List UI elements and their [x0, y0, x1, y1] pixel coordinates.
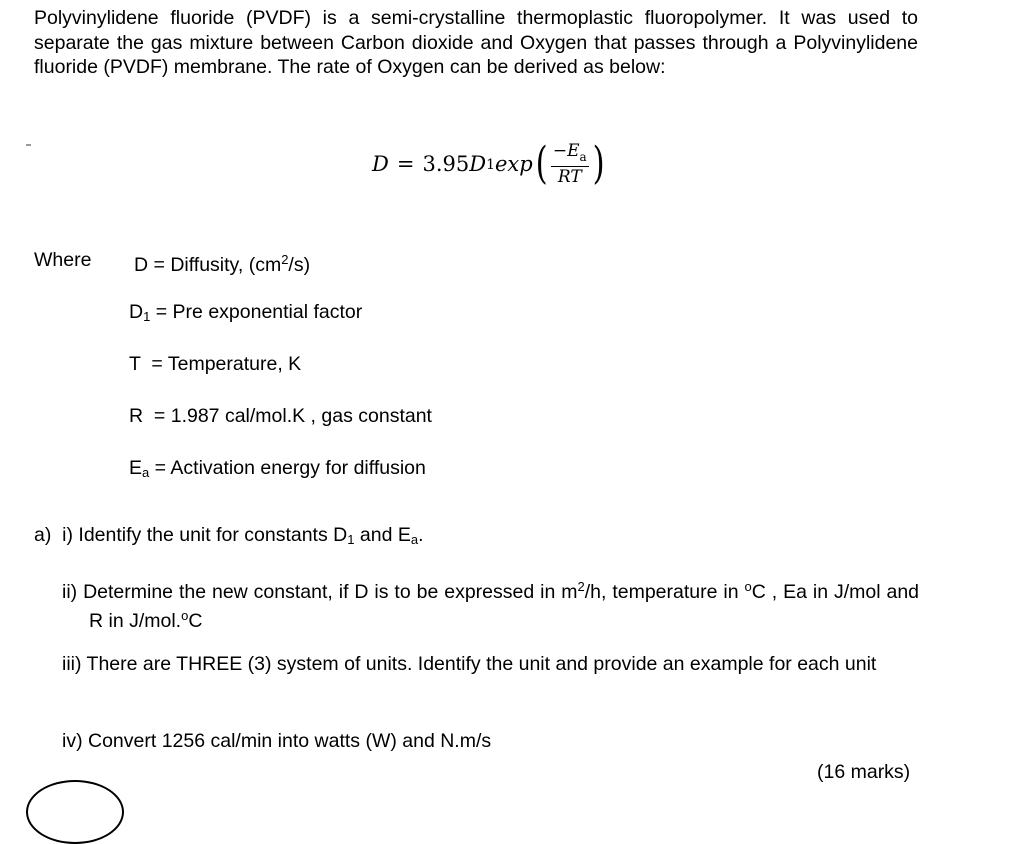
eq-lhs: D [372, 152, 389, 176]
eq-denominator: RT [557, 167, 582, 188]
definition-d1: $D_1$ = Pre exponential factor [129, 301, 363, 324]
question-a-iv: iv) Convert 1256 cal/min into watts (W) and N.m/s [62, 730, 492, 752]
eq-d1-sub: 1 [486, 157, 495, 173]
definition-d: D = Diffusity, $(cm^2/s)$ [134, 252, 311, 276]
circle-mark [26, 780, 124, 844]
definition-r: R = 1.987 cal/mol.K , gas constant [129, 405, 432, 427]
diffusivity-equation [372, 134, 607, 194]
marks-label: (16 marks) [817, 761, 911, 783]
question-a-ii: ii) Determine the new constant, if D is to be expressed in $m^2/h$, temperature in $^o$C , Ea in J/mol and R in J/mol.$^o$C [62, 579, 920, 632]
eq-equals: = [396, 152, 415, 176]
definition-ea: $E_a$ = Activation energy for diffusion [129, 457, 426, 480]
definition-t: T = Temperature, K [129, 353, 302, 375]
eq-fraction [551, 141, 589, 187]
intro-paragraph: Polyvinylidene fluoride (PVDF) is a semi-crystalline thermoplastic fluoropolymer. It was used to separate the gas mixture between Carbon dioxide and Oxygen that passes through a Polyvinylidene fluoride (PVDF) membrane. The rate of Oxygen can be derived as below: [34, 7, 918, 78]
eq-numerator-sub: a [579, 150, 587, 165]
eq-numerator: −E [552, 140, 580, 161]
question-a-iii: iii) There are THREE (3) system of units. Identify the unit and provide an example for each unit [62, 653, 877, 675]
eq-func: exp [494, 152, 533, 176]
stray-mark [26, 144, 31, 146]
left-paren-icon: ( [535, 138, 548, 189]
question-a-i: a) i) Identify the unit for constants $D_1$ and $E_a$. [34, 524, 424, 547]
right-paren-icon: ) [592, 138, 605, 189]
where-label: Where [34, 249, 92, 271]
eq-d1: D [469, 152, 487, 176]
eq-coefficient: 3.95 [422, 152, 470, 176]
